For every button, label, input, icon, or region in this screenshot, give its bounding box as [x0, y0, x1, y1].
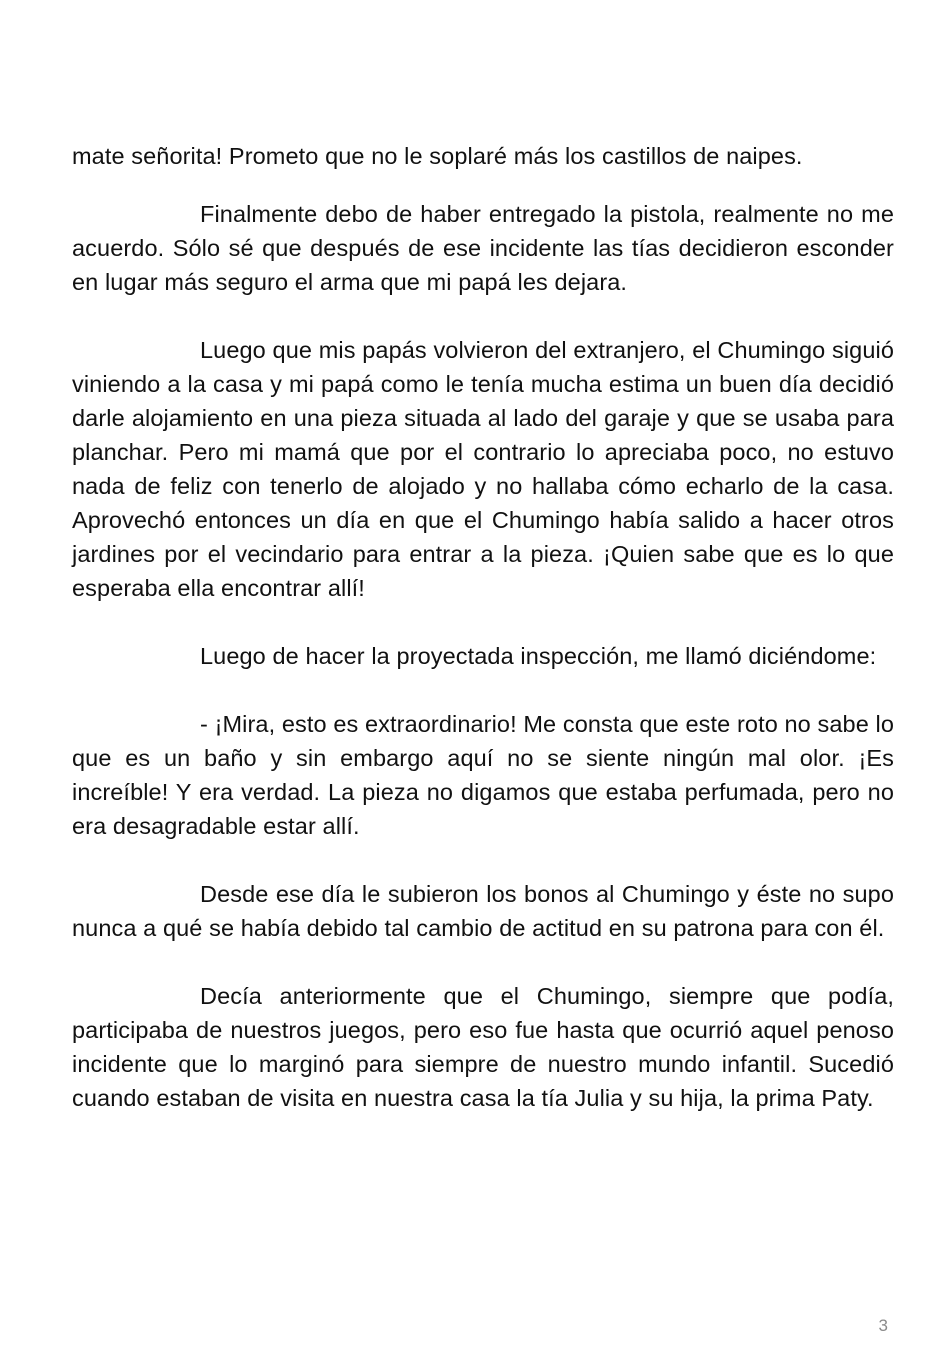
- paragraph-7: Decía anteriormente que el Chumingo, siempre que podía, participaba de nuestros juegos, pero eso fue hasta que ocurrió aquel penoso incidente que lo marginó para siempre de nuestro mundo infantil. Sucedió cuando estaban de visita en nuestra casa la tía Julia y su hija, la prima Paty.: [72, 983, 894, 1111]
- paragraph-1: mate señorita! Prometo que no le soplaré más los castillos de naipes.: [72, 143, 803, 169]
- paragraph-spacer: [72, 945, 894, 979]
- paragraph-2: Finalmente debo de haber entregado la pistola, realmente no me acuerdo. Sólo sé que después de ese incidente las tías decidieron esconder en lugar más seguro el arma que mi papá les dejara.: [72, 201, 894, 295]
- paragraph-spacer: [72, 843, 894, 877]
- paragraph-spacer: [72, 673, 894, 707]
- page-number: 3: [878, 1316, 888, 1335]
- paragraph-6: Desde ese día le subieron los bonos al Chumingo y éste no supo nunca a qué se había debido tal cambio de actitud en su patrona para con él.: [72, 881, 894, 941]
- body-text: [72, 139, 894, 1115]
- paragraph-spacer: [72, 605, 894, 639]
- paragraph-3: Luego que mis papás volvieron del extranjero, el Chumingo siguió viniendo a la casa y mi papá como le tenía mucha estima un buen día decidió darle alojamiento en una pieza situada al lado del garaje y que se usaba para planchar. Pero mi mamá que por el contrario lo apreciaba poco, no estuvo nada de feliz con tenerlo de alojado y no hallaba cómo echarlo de la casa. Aprovechó entonces un día en que el Chumingo había salido a hacer otros jardines por el vecindario para entrar a la pieza. ¡Quien sabe que es lo que esperaba ella encontrar allí!: [72, 337, 894, 601]
- paragraph-5: - ¡Mira, esto es extraordinario! Me consta que este roto no sabe lo que es un baño y sin embargo aquí no se siente ningún mal olor. ¡Es increíble! Y era verdad. La pieza no digamos que estaba perfumada, pero no era desagradable estar allí.: [72, 711, 894, 839]
- paragraph-spacer: [72, 299, 894, 333]
- paragraph-spacer: [72, 173, 894, 197]
- paragraph-4: Luego de hacer la proyectada inspección, me llamó diciéndome:: [200, 643, 877, 669]
